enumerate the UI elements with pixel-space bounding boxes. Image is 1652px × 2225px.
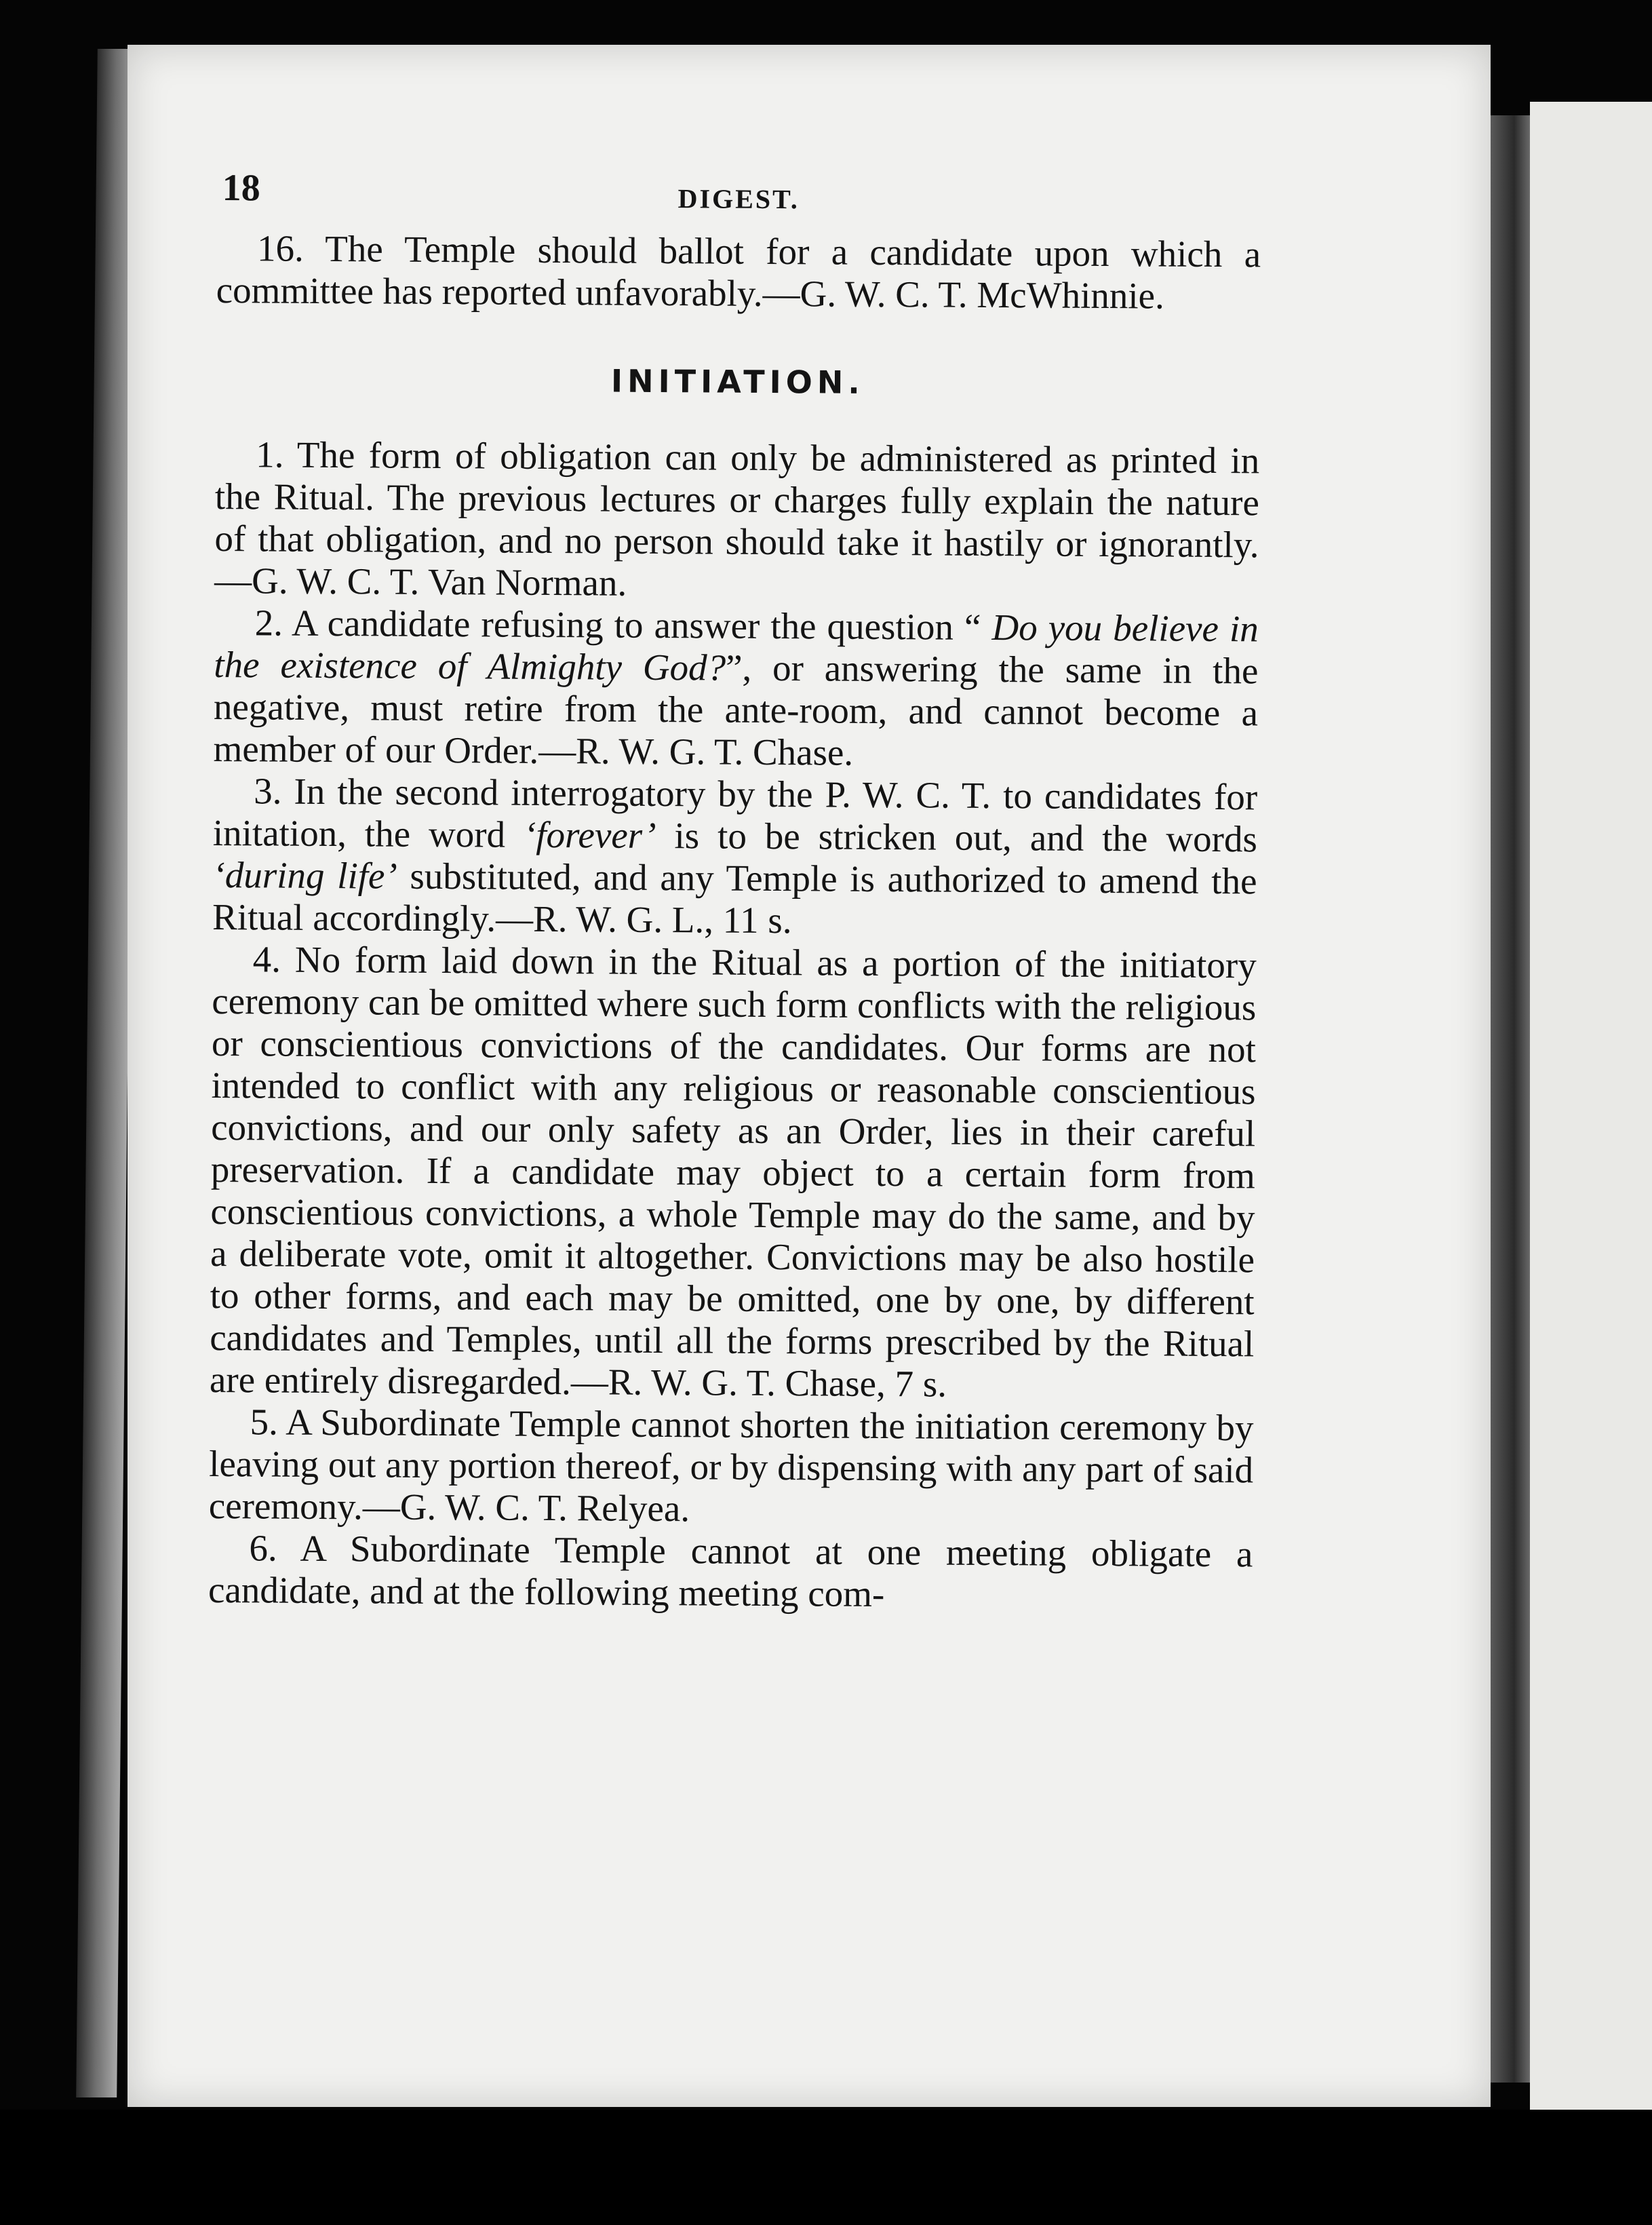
paragraph-3-part3: substituted, and any Temple is authorized to amend the Ritual accordingly.—R. W. G. L., 11 s. — [212, 855, 1257, 942]
paragraph-1: 1. The form of obligation can only be administered as printed in the Ritual. The previous lectures or charges fully explain the nature of that obligation, and no person should take it hastily or ignorantly.—G. W. C. T. Van Norman. — [214, 433, 1260, 604]
paragraph-2 — [213, 602, 1258, 776]
running-head — [216, 153, 1261, 233]
bottom-shadow — [0, 2110, 1652, 2225]
paragraph-6: 6. A Subordinate Temple cannot at one meeting obligate a candidate, and at the following meeting com- — [208, 1527, 1253, 1615]
page-number: 18 — [222, 167, 260, 210]
paragraph-3 — [212, 770, 1257, 944]
page-gutter — [1491, 115, 1530, 2083]
paragraph-3-part2: is to be stricken out, and the words — [656, 814, 1258, 860]
facing-page-edge — [1530, 102, 1652, 2110]
paragraph-2-before: 2. A candidate refusing to answer the question “ — [254, 602, 992, 648]
paragraph-4: 4. No form laid down in the Ritual as a portion of the initiatory ceremony can be omitted where such form conflicts with the religious or conscientious convictions of the candidates. Our forms are not intended to conflict with any religious or reasonable conscientious convictions, and our only safety as an Order, lies in their careful preservation. If a candidate may object to a certain form from conscientious convictions, a whole Temple may do the same, and by a deliberate vote, omit it altogether. Convictions may be also hostile to other forms, and each may be omitted, one by one, by different candidates and Temples, until all the forms prescribed by the Ritual are entirely disregarded.—R. W. G. T. Chase, 7 s. — [209, 938, 1257, 1405]
paragraph-3-part1: 3. In the second interrogatory by the P. W. C. T. to candidates for initation, the word — [212, 770, 1258, 855]
page-content — [208, 153, 1261, 1617]
page-header: DIGEST. — [677, 183, 800, 215]
paragraph-5: 5. A Subordinate Temple cannot shorten the initiation ceremony by leaving out any portion thereof, or by dispensing with any part of said ceremony.—G. W. C. T. Relyea. — [208, 1401, 1254, 1530]
paragraph-2-question: Do you believe in the existence of Almighty God? — [214, 606, 1259, 689]
paragraph-2-after: ”, or answering the same in the negative, must retire from the ante-room, and cannot become a member of our Order.—R. W. G. T. Chase. — [213, 646, 1259, 773]
paragraph-3-words-during-life: ‘during life’ — [212, 853, 397, 897]
paragraph-16: 16. The Temple should ballot for a candidate upon which a committee has reported unfavorably.—G. W. C. T. McWhinnie. — [216, 227, 1261, 317]
paragraph-3-word-forever: ‘forever’ — [523, 813, 656, 856]
section-heading: INITIATION. — [610, 362, 865, 401]
